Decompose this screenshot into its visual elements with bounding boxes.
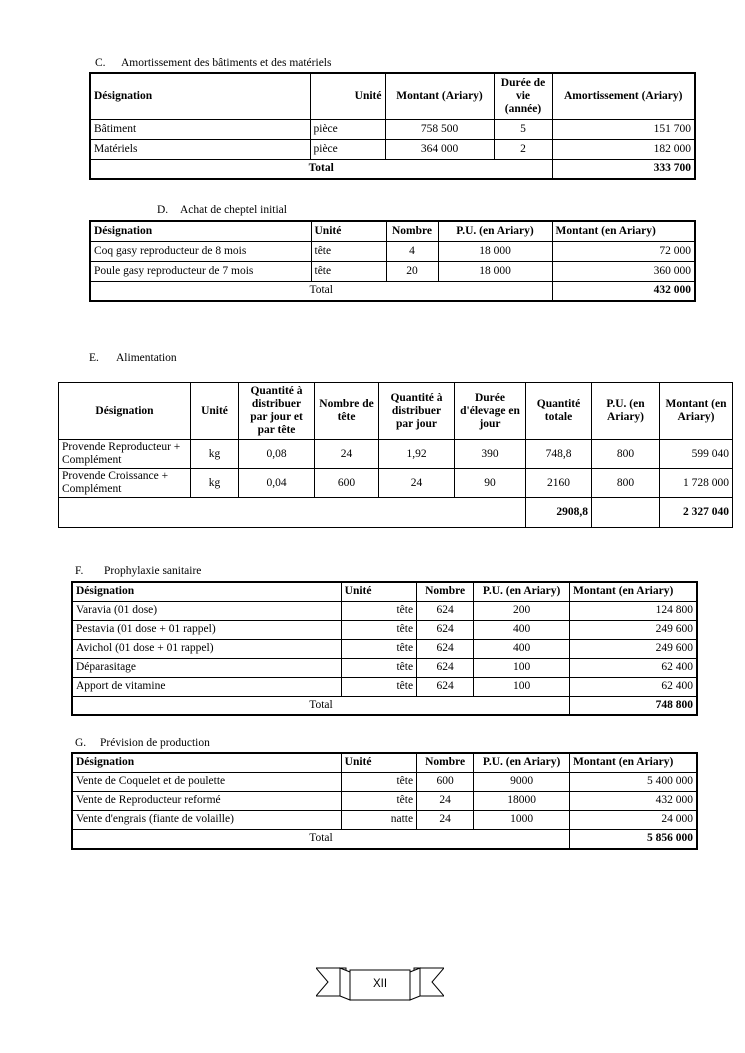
page-number-badge <box>316 966 444 1006</box>
table-alimentation <box>58 382 733 528</box>
table-row <box>72 639 697 658</box>
header-montant: Montant (en Ariary) <box>660 383 733 440</box>
cell-unite: tête <box>341 658 416 677</box>
total-label: Total <box>90 159 552 179</box>
table-header <box>72 582 697 601</box>
total-value: 748 800 <box>570 696 697 715</box>
cell-unite: tête <box>341 620 416 639</box>
cell-amortissement: 151 700 <box>552 119 695 139</box>
cell-qte-jour: 1,92 <box>379 440 455 469</box>
total-row <box>72 829 697 849</box>
section-f-title: Prophylaxie sanitaire <box>104 565 202 577</box>
cell-pu: 18000 <box>474 791 570 810</box>
cell-pu: 100 <box>474 677 570 696</box>
table-row <box>90 241 695 261</box>
page-number: XII <box>372 978 388 990</box>
table-row <box>72 677 697 696</box>
header-montant: Montant (Ariary) <box>385 73 494 119</box>
cell-nombre: 624 <box>417 620 474 639</box>
cell-designation: Avichol (01 dose + 01 rappel) <box>72 639 341 658</box>
cell-pu: 18 000 <box>438 241 552 261</box>
cell-unite: tête <box>311 241 386 261</box>
cell-nombre: 600 <box>417 772 474 791</box>
cell-nombre: 624 <box>417 677 474 696</box>
cell-unite: tête <box>341 639 416 658</box>
cell-designation: Coq gasy reproducteur de 8 mois <box>90 241 311 261</box>
cell-montant: 432 000 <box>570 791 697 810</box>
cell-montant: 1 728 000 <box>660 469 733 498</box>
cell-montant: 360 000 <box>552 261 695 281</box>
cell-pu: 100 <box>474 658 570 677</box>
table-amortissement <box>89 72 696 180</box>
table-production <box>71 752 698 850</box>
header-nombre: Nombre <box>417 582 474 601</box>
table-row <box>59 440 733 469</box>
cell-nombre: 624 <box>417 601 474 620</box>
header-duree: Durée de vie (année) <box>494 73 552 119</box>
cell-unite: kg <box>191 440 239 469</box>
cell-designation: Déparasitage <box>72 658 341 677</box>
table-header <box>90 73 695 119</box>
table-row <box>59 469 733 498</box>
table-row <box>90 139 695 159</box>
total-pu-blank <box>592 498 660 528</box>
total-label: Total <box>72 829 570 849</box>
section-f-letter: F. <box>75 565 84 577</box>
header-nombre-tete: Nombre de tête <box>315 383 379 440</box>
header-amortissement: Amortissement (Ariary) <box>552 73 695 119</box>
table-row <box>72 791 697 810</box>
total-row <box>72 696 697 715</box>
total-value: 432 000 <box>552 281 695 301</box>
cell-montant: 62 400 <box>570 658 697 677</box>
cell-pu: 200 <box>474 601 570 620</box>
table-row <box>72 810 697 829</box>
section-e-title: Alimentation <box>116 352 177 364</box>
cell-pu: 1000 <box>474 810 570 829</box>
header-designation: Désignation <box>72 753 341 772</box>
cell-duree: 2 <box>494 139 552 159</box>
section-g-title: Prévision de production <box>100 737 210 749</box>
total-label: Total <box>90 281 552 301</box>
cell-designation: Bâtiment <box>90 119 310 139</box>
total-row <box>59 498 733 528</box>
cell-montant: 62 400 <box>570 677 697 696</box>
table-row <box>72 658 697 677</box>
table-prophylaxie <box>71 581 698 716</box>
section-g-heading <box>75 737 210 749</box>
cell-designation: Vente d'engrais (fiante de volaille) <box>72 810 341 829</box>
header-unite: Unité <box>341 753 416 772</box>
cell-duree: 5 <box>494 119 552 139</box>
cell-montant: 72 000 <box>552 241 695 261</box>
header-designation: Désignation <box>59 383 191 440</box>
cell-montant: 5 400 000 <box>570 772 697 791</box>
header-pu: P.U. (en Ariary) <box>592 383 660 440</box>
header-montant: Montant (en Ariary) <box>552 221 695 241</box>
total-row <box>90 159 695 179</box>
header-montant: Montant (en Ariary) <box>570 753 697 772</box>
cell-unite: tête <box>341 772 416 791</box>
header-nombre: Nombre <box>386 221 438 241</box>
cell-designation: Vente de Reproducteur reformé <box>72 791 341 810</box>
header-designation: Désignation <box>72 582 341 601</box>
table-row <box>90 119 695 139</box>
cell-designation: Poule gasy reproducteur de 7 mois <box>90 261 311 281</box>
section-c-heading <box>95 57 331 69</box>
header-duree-elevage: Durée d'élevage en jour <box>455 383 526 440</box>
header-qte-totale: Quantité totale <box>526 383 592 440</box>
header-qte-jour: Quantité à distribuer par jour <box>379 383 455 440</box>
cell-designation: Varavia (01 dose) <box>72 601 341 620</box>
cell-montant: 249 600 <box>570 620 697 639</box>
header-unite: Unité <box>191 383 239 440</box>
cell-montant: 24 000 <box>570 810 697 829</box>
section-c-letter: C. <box>95 57 106 69</box>
total-row <box>90 281 695 301</box>
table-header <box>72 753 697 772</box>
cell-pu: 18 000 <box>438 261 552 281</box>
cell-nombre: 24 <box>417 810 474 829</box>
header-designation: Désignation <box>90 221 311 241</box>
section-d-heading <box>157 204 287 216</box>
table-header <box>59 383 733 440</box>
cell-montant: 599 040 <box>660 440 733 469</box>
section-f-heading <box>75 565 201 577</box>
cell-montant: 124 800 <box>570 601 697 620</box>
cell-montant: 364 000 <box>385 139 494 159</box>
header-unite: Unité <box>341 582 416 601</box>
cell-qte-jour-tete: 0,04 <box>239 469 315 498</box>
cell-pu: 400 <box>474 639 570 658</box>
cell-nombre-tete: 24 <box>315 440 379 469</box>
cell-qte-totale: 748,8 <box>526 440 592 469</box>
header-designation: Désignation <box>90 73 310 119</box>
table-row <box>90 261 695 281</box>
cell-designation: Matériels <box>90 139 310 159</box>
cell-unite: pièce <box>310 119 385 139</box>
cell-unite: natte <box>341 810 416 829</box>
total-value: 333 700 <box>552 159 695 179</box>
total-value: 5 856 000 <box>570 829 697 849</box>
total-label: Total <box>72 696 570 715</box>
section-e-letter: E. <box>89 352 99 364</box>
total-quantity: 2908,8 <box>526 498 592 528</box>
cell-nombre: 20 <box>386 261 438 281</box>
table-cheptel <box>89 220 696 302</box>
section-e-heading <box>89 352 177 364</box>
header-unite: Unité <box>310 73 385 119</box>
cell-amortissement: 182 000 <box>552 139 695 159</box>
cell-nombre: 4 <box>386 241 438 261</box>
table-row <box>72 772 697 791</box>
cell-montant: 249 600 <box>570 639 697 658</box>
cell-montant: 758 500 <box>385 119 494 139</box>
header-montant: Montant (en Ariary) <box>570 582 697 601</box>
cell-pu: 9000 <box>474 772 570 791</box>
total-blank <box>59 498 526 528</box>
cell-nombre-tete: 600 <box>315 469 379 498</box>
cell-duree-elevage: 390 <box>455 440 526 469</box>
header-qte-jour-tete: Quantité à distribuer par jour et par tête <box>239 383 315 440</box>
section-g-letter: G. <box>75 737 87 749</box>
cell-qte-jour-tete: 0,08 <box>239 440 315 469</box>
cell-pu: 800 <box>592 440 660 469</box>
cell-designation: Vente de Coquelet et de poulette <box>72 772 341 791</box>
cell-unite: kg <box>191 469 239 498</box>
cell-unite: tête <box>311 261 386 281</box>
header-pu: P.U. (en Ariary) <box>438 221 552 241</box>
cell-designation: Provende Reproducteur + Complément <box>59 440 191 469</box>
cell-designation: Pestavia (01 dose + 01 rappel) <box>72 620 341 639</box>
cell-pu: 800 <box>592 469 660 498</box>
cell-unite: tête <box>341 791 416 810</box>
cell-designation: Apport de vitamine <box>72 677 341 696</box>
cell-qte-jour: 24 <box>379 469 455 498</box>
cell-qte-totale: 2160 <box>526 469 592 498</box>
header-pu: P.U. (en Ariary) <box>474 582 570 601</box>
section-d-title: Achat de cheptel initial <box>180 204 287 216</box>
cell-pu: 400 <box>474 620 570 639</box>
header-nombre: Nombre <box>417 753 474 772</box>
total-value: 2 327 040 <box>660 498 733 528</box>
cell-unite: tête <box>341 677 416 696</box>
cell-duree-elevage: 90 <box>455 469 526 498</box>
cell-unite: pièce <box>310 139 385 159</box>
header-unite: Unité <box>311 221 386 241</box>
cell-nombre: 624 <box>417 658 474 677</box>
cell-nombre: 624 <box>417 639 474 658</box>
cell-unite: tête <box>341 601 416 620</box>
section-d-letter: D. <box>157 204 169 216</box>
table-header <box>90 221 695 241</box>
header-pu: P.U. (en Ariary) <box>474 753 570 772</box>
cell-nombre: 24 <box>417 791 474 810</box>
cell-designation: Provende Croissance + Complément <box>59 469 191 498</box>
section-c-title: Amortissement des bâtiments et des matériels <box>121 57 332 69</box>
table-row <box>72 620 697 639</box>
table-row <box>72 601 697 620</box>
